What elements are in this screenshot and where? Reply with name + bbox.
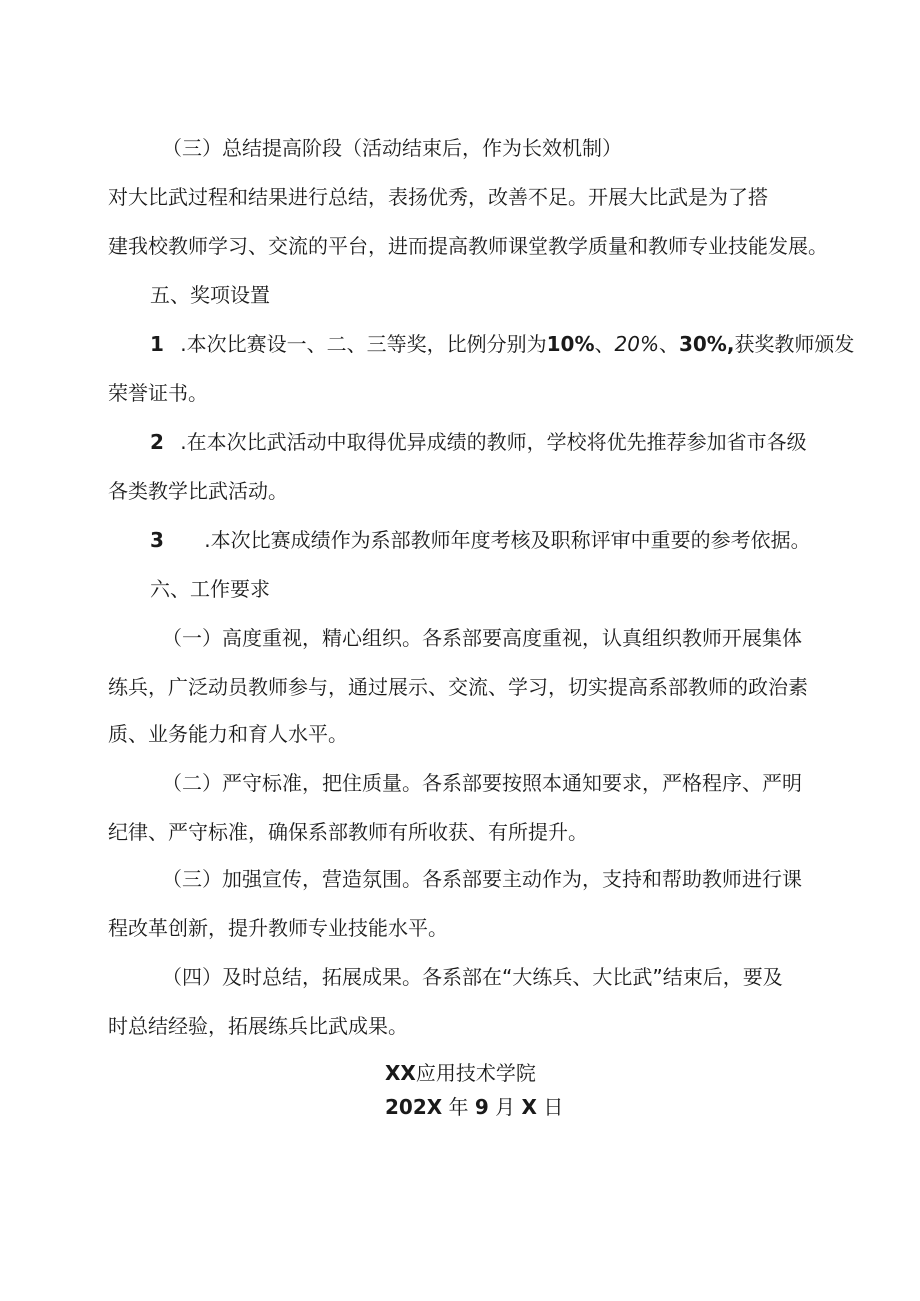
stage3-body-line-1: 对大比武过程和结果进行总结，表扬优秀，改善不足。开展大比武是为了搭 [108, 185, 768, 209]
req4-line-2: 时总结经验，拓展练兵比武成果。 [108, 1014, 408, 1038]
award1-text: .本次比赛设一、二、三等奖，比例分别为 [180, 332, 547, 356]
award3-number: 3 [150, 528, 164, 552]
award1-line [150, 331, 854, 357]
req1-line-3: 质、业务能力和育人水平。 [108, 722, 348, 746]
award1-text-end: 获奖教师颁发 [734, 332, 855, 356]
signature-date [385, 1094, 563, 1120]
award1-sep-1: 、 [594, 332, 615, 356]
award2-continuation: 各类教学比武活动。 [108, 479, 288, 503]
award1-percent-3: 30%, [678, 332, 735, 356]
org-name: 应用技术学院 [415, 1061, 536, 1085]
award1-percent-1: 10% [546, 332, 595, 356]
req2-line-1: （二）严守标准，把住质量。各系部要按照本通知要求，严格程序、严明 [162, 771, 802, 795]
award2-text: .在本次比武活动中取得优异成绩的教师，学校将优先推荐参加省市各级 [180, 430, 807, 454]
date-day: X [521, 1095, 537, 1119]
date-month: 9 [474, 1095, 489, 1119]
award1-sep-2: 、 [658, 332, 679, 356]
req2-line-2: 纪律、严守标准，确保系部教师有所收获、有所提升。 [108, 820, 588, 844]
org-prefix: XX [385, 1061, 416, 1085]
stage3-title: （三）总结提高阶段（活动结束后，作为长效机制） [162, 136, 622, 160]
req1-line-1: （一）高度重视，精心组织。各系部要高度重视，认真组织教师开展集体 [162, 626, 802, 650]
req1-line-2: 练兵，广泛动员教师参与，通过展示、交流、学习，切实提高系部教师的政治素 [108, 675, 808, 699]
date-year-char: 年 [448, 1095, 469, 1119]
req4-line-1: （四）及时总结，拓展成果。各系部在“大练兵、大比武”结束后，要及 [162, 965, 783, 989]
award3-text: .本次比赛成绩作为系部教师年度考核及职称评审中重要的参考依据。 [204, 528, 811, 552]
award1-percent-2: 20% [614, 332, 659, 356]
date-year: 202X [385, 1095, 443, 1119]
award1-number: 1 [150, 332, 164, 356]
signature-organization [385, 1060, 536, 1086]
section5-title: 五、奖项设置 [150, 283, 270, 307]
award2-line [150, 429, 807, 455]
req3-line-2: 程改革创新，提升教师专业技能水平。 [108, 916, 448, 940]
award1-continuation: 荣誉证书。 [108, 381, 208, 405]
date-day-char: 日 [543, 1095, 564, 1119]
award2-number: 2 [150, 430, 164, 454]
stage3-body-line-2: 建我校教师学习、交流的平台，进而提高教师课堂教学质量和教师专业技能发展。 [108, 234, 828, 258]
section6-title: 六、工作要求 [150, 577, 270, 601]
req3-line-1: （三）加强宣传，营造氛围。各系部要主动作为，支持和帮助教师进行课 [162, 867, 802, 891]
date-month-char: 月 [495, 1095, 516, 1119]
award3-line [150, 527, 811, 553]
